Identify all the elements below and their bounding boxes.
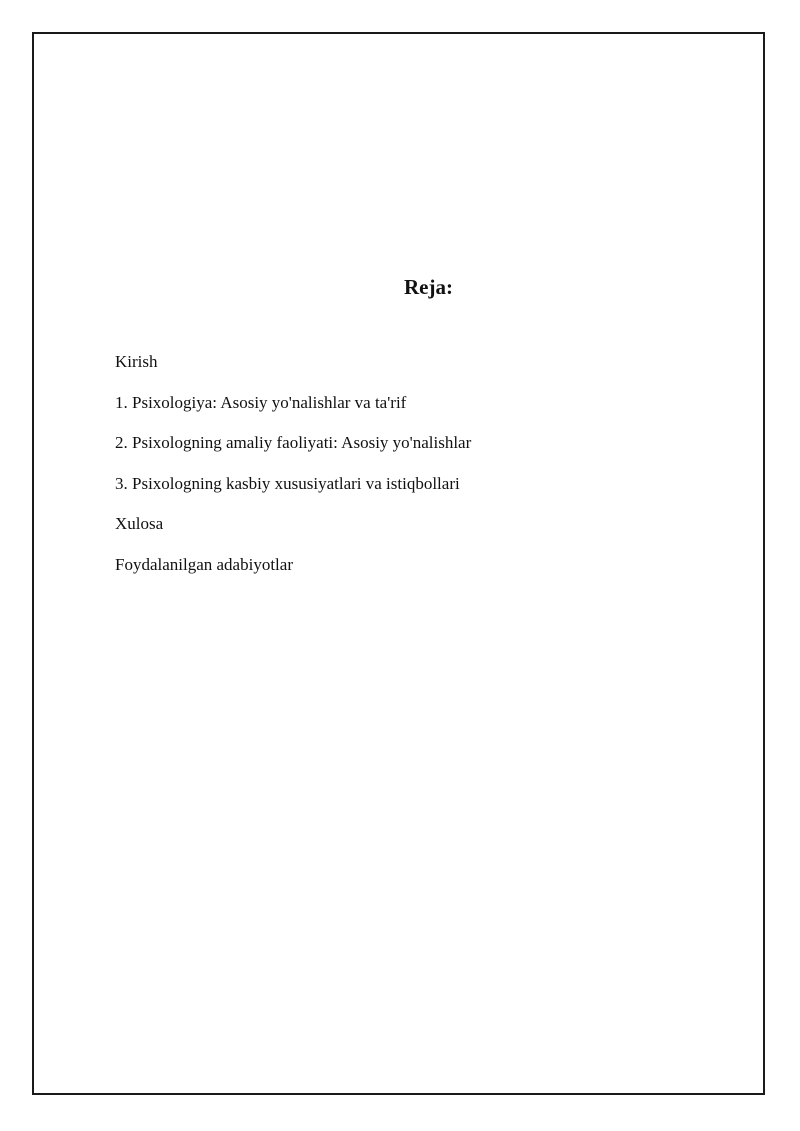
table-of-contents <box>115 351 471 595</box>
toc-item-1: 1. Psixologiya: Asosiy yo'nalishlar va ta'rif <box>115 392 407 412</box>
toc-item-3: 3. Psixologning kasbiy xususiyatlari va istiqbollari <box>115 473 460 493</box>
toc-item-2: 2. Psixologning amaliy faoliyati: Asosiy yo'nalishlar <box>115 433 472 453</box>
plan-title: Reja: <box>404 275 453 299</box>
toc-item-conclusion: Xulosa <box>115 514 164 534</box>
toc-item-introduction: Kirish <box>115 352 158 371</box>
toc-item-references: Foydalanilgan adabiyotlar <box>115 554 293 574</box>
